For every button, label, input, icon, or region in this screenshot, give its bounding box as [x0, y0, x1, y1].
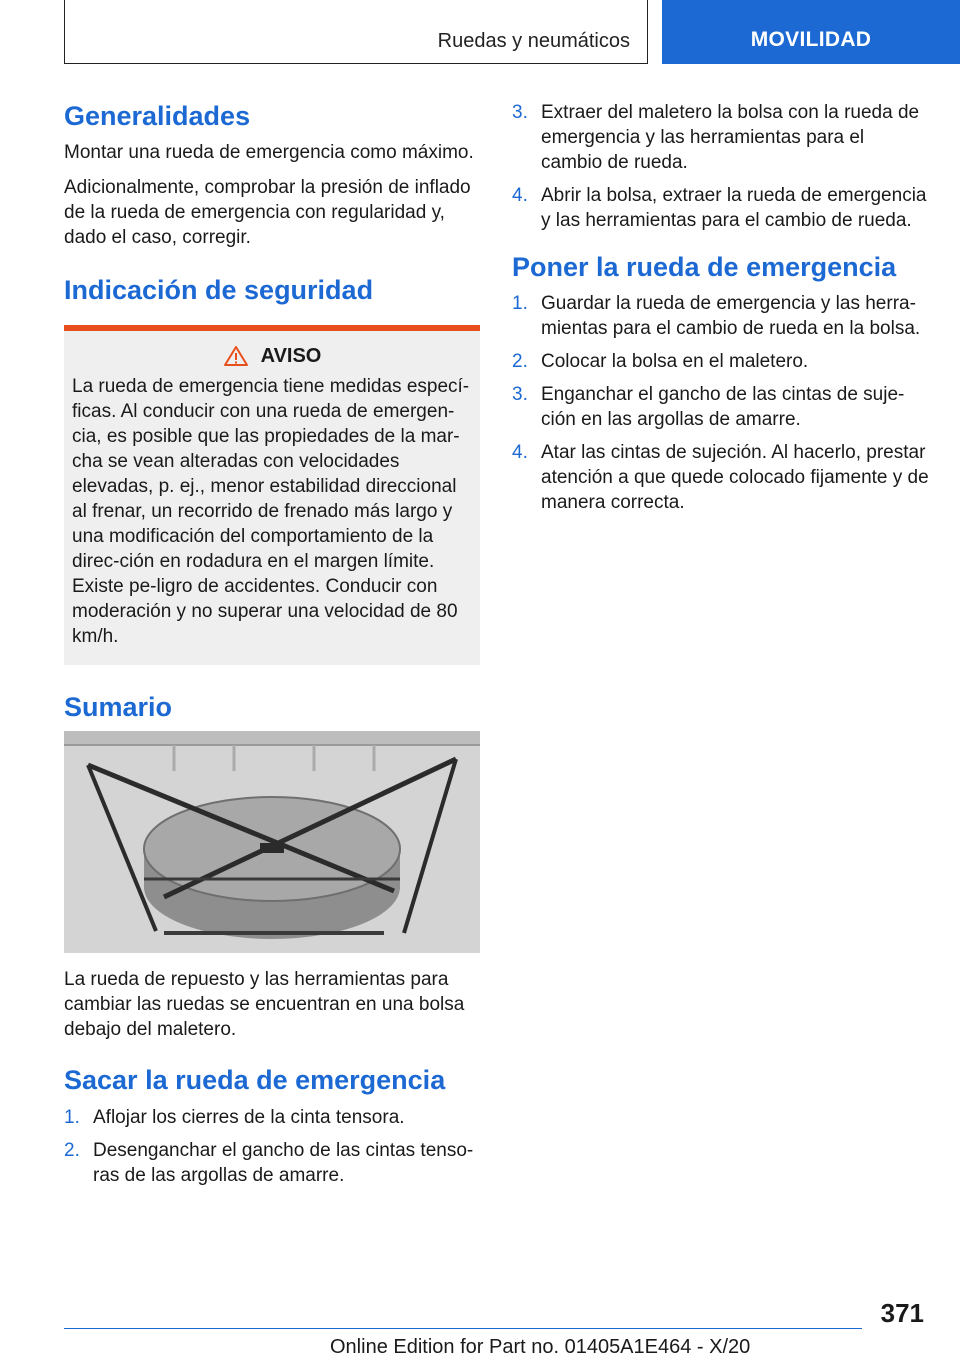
- list-sacar-continued: [512, 100, 930, 233]
- footer-divider: [64, 1328, 862, 1329]
- step-number: 4.: [512, 442, 528, 464]
- list-item: [512, 382, 930, 432]
- list-item: [512, 100, 930, 175]
- page-number: 371: [880, 1298, 924, 1328]
- step-text: Abrir la bolsa, extraer la rueda de emergencia y las herramientas para el cambio de rueda.: [541, 185, 927, 231]
- step-text: Extraer del maletero la bolsa con la rueda de emergencia y las herramientas para el cambio de rueda.: [541, 102, 920, 173]
- heading-sacar: Sacar la rueda de emergencia: [64, 1065, 446, 1096]
- step-number: 3.: [512, 102, 528, 123]
- footer-edition: Online Edition for Part no. 01405A1E464 - X/20: [330, 1336, 751, 1358]
- step-text: Enganchar el gancho de las cintas de suje-ción en las argollas de amarre.: [541, 384, 905, 431]
- list-item: [64, 1105, 480, 1130]
- step-number: 4.: [512, 185, 528, 206]
- left-column: [64, 100, 480, 1198]
- step-text: Aflojar los cierres de la cinta tensora.: [93, 1106, 405, 1128]
- heading-sumario: Sumario: [64, 691, 173, 722]
- warning-label: AVISO: [260, 344, 322, 367]
- paragraph-generalidades-1: Montar una rueda de emergencia como máximo.: [64, 142, 474, 164]
- step-text: Colocar la bolsa en el maletero.: [541, 351, 809, 373]
- list-item: [64, 1138, 480, 1188]
- heading-poner: Poner la rueda de emergencia: [512, 252, 897, 282]
- warning-text: La rueda de emergencia tiene medidas especí-ficas. Al conducir con una rueda de emergen-cia, es posible que las propiedades de la mar-cha se vean alteradas con velocidades elevadas, p. ej., menor estabilidad direccional al frenar, un recorrido de frenado más largo y una modificación del comportamiento de la direc-ción en rodadura en el margen límite. Existe pe-ligro de accidentes. Conducir con moderación y no superar una velocidad de 80 km/h.: [72, 375, 470, 647]
- list-sacar: [64, 1105, 480, 1188]
- step-number: 1.: [64, 1106, 80, 1128]
- step-text: Desenganchar el gancho de las cintas tenso-ras de las argollas de amarre.: [93, 1139, 474, 1186]
- step-text: Guardar la rueda de emergencia y las herra-mientas para el cambio de rueda en la bolsa.: [541, 293, 921, 340]
- list-item: [512, 349, 930, 374]
- warning-box: [64, 325, 480, 665]
- heading-generalidades: Generalidades: [64, 101, 251, 131]
- right-column: [512, 100, 930, 525]
- list-poner: [512, 291, 930, 515]
- warning-triangle-icon: [223, 345, 249, 367]
- list-item: [512, 183, 930, 233]
- heading-seguridad: Indicación de seguridad: [64, 275, 374, 306]
- step-text: Atar las cintas de sujeción. Al hacerlo, prestar atención a que quede colocado fijamente y de manera correcta.: [541, 442, 929, 514]
- step-number: 2.: [64, 1139, 80, 1161]
- list-item: [512, 440, 930, 515]
- step-number: 3.: [512, 384, 528, 406]
- paragraph-generalidades-2: Adicionalmente, comprobar la presión de inflado de la rueda de emergencia con regularidad y, dado el caso, corregir.: [64, 177, 471, 249]
- spare-wheel-figure: [64, 731, 480, 953]
- header-chapter-tab[interactable]: MOVILIDAD: [662, 0, 960, 64]
- step-number: 1.: [512, 293, 528, 315]
- list-item: [512, 291, 930, 341]
- step-number: 2.: [512, 351, 528, 373]
- warning-header: [72, 345, 472, 368]
- header-section-title: Ruedas y neumáticos: [437, 30, 630, 52]
- figure-caption: La rueda de repuesto y las herramientas para cambiar las ruedas se encuentran en una bolsa debajo del maletero.: [64, 969, 465, 1041]
